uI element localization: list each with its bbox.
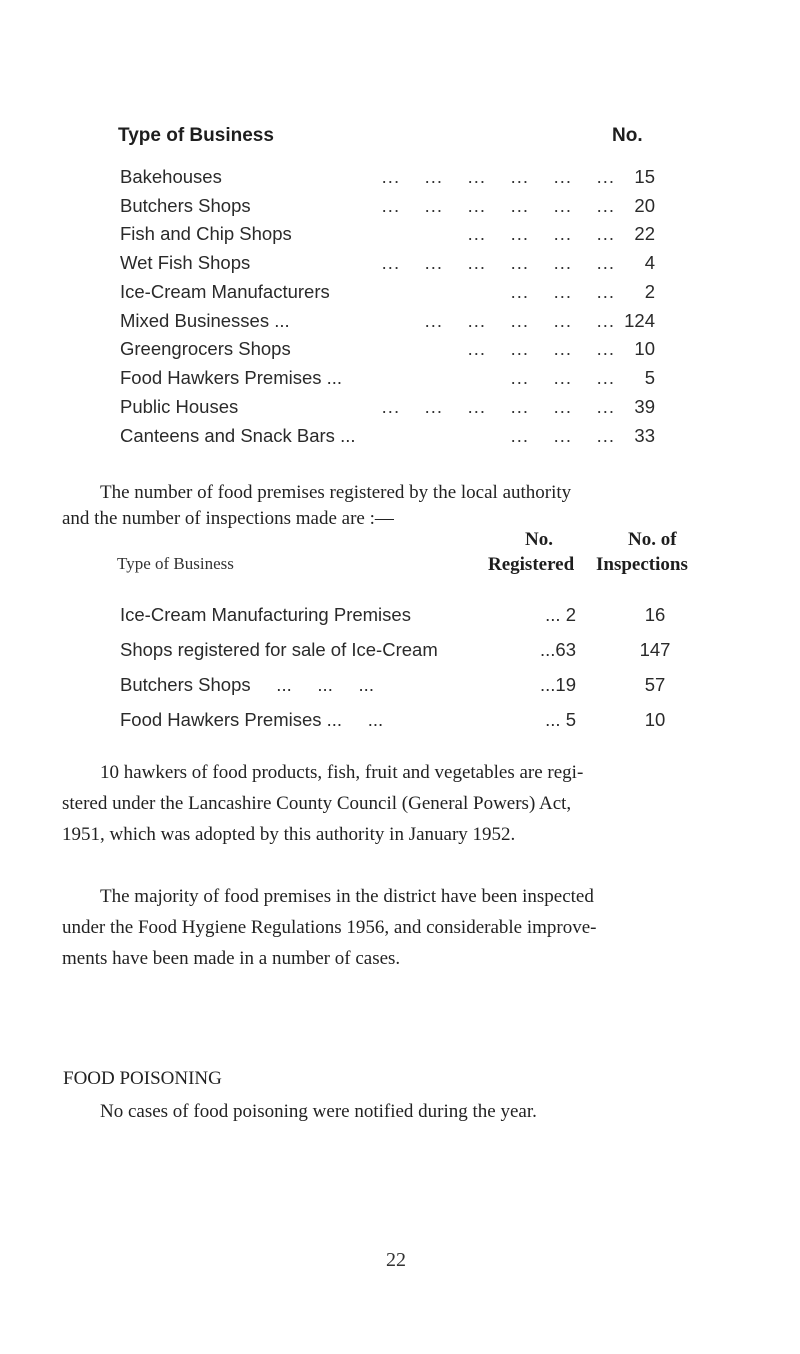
row-label: Bakehouses bbox=[120, 166, 222, 187]
row-value: 22 bbox=[634, 223, 655, 244]
row-label: Shops registered for sale of Ice-Cream bbox=[120, 639, 438, 660]
section-heading: FOOD POISONING bbox=[63, 1068, 222, 1089]
table1-row: Ice-Cream Manufacturers ... ... ... 2 bbox=[120, 281, 655, 302]
table2-no-top-header: No. bbox=[525, 529, 553, 550]
row-label: Food Hawkers Premises ... ... bbox=[120, 709, 384, 730]
table1-row: Bakehouses ... ... ... ... ... ... 15 bbox=[120, 166, 655, 187]
para1-line-3: 1951, which was adopted by this authority in January 1952. bbox=[62, 824, 516, 845]
table1-row: Greengrocers Shops ... ... ... ... 10 bbox=[120, 338, 655, 359]
row-value: 33 bbox=[634, 425, 655, 446]
table2-row bbox=[120, 604, 710, 630]
para2-line-3: ments have been made in a number of cases. bbox=[62, 948, 401, 969]
row-registered: ... 5 bbox=[545, 709, 576, 730]
row-inspections: 57 bbox=[644, 674, 666, 695]
row-value: 10 bbox=[634, 338, 655, 359]
row-label: Wet Fish Shops bbox=[120, 252, 251, 273]
row-label: Public Houses bbox=[120, 396, 239, 417]
row-value: 124 bbox=[624, 310, 655, 331]
table1-row: Wet Fish Shops ... ... ... ... ... ... 4 bbox=[120, 252, 655, 273]
para2-line-1: The majority of food premises in the district have been inspected bbox=[100, 886, 594, 907]
table1-row: Public Houses ... ... ... ... ... ... 39 bbox=[120, 396, 655, 417]
para1-line-1: 10 hawkers of food products, fish, fruit and vegetables are regi- bbox=[100, 762, 584, 783]
row-value: 20 bbox=[634, 195, 655, 216]
row-registered: ...63 bbox=[540, 639, 576, 660]
intro-line-1: The number of food premises registered by the local authority bbox=[100, 482, 572, 503]
row-label: Food Hawkers Premises ... bbox=[120, 367, 343, 388]
row-label: Butchers Shops bbox=[120, 195, 251, 216]
page-number: 22 bbox=[386, 1249, 406, 1271]
intro-line-2: and the number of inspections made are :— bbox=[62, 508, 394, 529]
table2-insp-bottom-header: Inspections bbox=[596, 554, 688, 575]
row-inspections: 147 bbox=[639, 639, 671, 660]
row-label: Ice-Cream Manufacturers bbox=[120, 281, 330, 302]
table1-no-header: No. bbox=[612, 125, 643, 146]
row-label: Ice-Cream Manufacturing Premises bbox=[120, 604, 411, 625]
table1-row: Canteens and Snack Bars ... ... ... ... 33 bbox=[120, 425, 655, 446]
row-inspections: 16 bbox=[644, 604, 666, 625]
table2-insp-top-header: No. of bbox=[628, 529, 677, 550]
row-label: Canteens and Snack Bars ... bbox=[120, 425, 356, 446]
table2-row bbox=[120, 639, 710, 665]
table1-row: Butchers Shops ... ... ... ... ... ... 20 bbox=[120, 195, 655, 216]
row-label: Greengrocers Shops bbox=[120, 338, 291, 359]
para1-line-2: stered under the Lancashire County Council (General Powers) Act, bbox=[62, 793, 572, 814]
row-label: Mixed Businesses ... bbox=[120, 310, 290, 331]
table1-row: Mixed Businesses ... ... ... ... ... ... 124 bbox=[120, 310, 655, 331]
row-value: 15 bbox=[634, 166, 655, 187]
table2-no-bottom-header: Registered bbox=[488, 554, 575, 575]
row-label: Butchers Shops ... ... ... bbox=[120, 674, 374, 695]
table1-row: Food Hawkers Premises ... ... ... ... 5 bbox=[120, 367, 655, 388]
row-registered: ... 2 bbox=[545, 604, 576, 625]
row-value: 4 bbox=[644, 252, 655, 273]
table1-row: Fish and Chip Shops ... ... ... ... 22 bbox=[120, 223, 655, 244]
row-registered: ...19 bbox=[540, 674, 576, 695]
row-label: Fish and Chip Shops bbox=[120, 223, 292, 244]
row-value: 5 bbox=[644, 367, 655, 388]
section-text: No cases of food poisoning were notified during the year. bbox=[100, 1101, 537, 1122]
table2-row bbox=[120, 709, 710, 735]
row-value: 2 bbox=[644, 281, 655, 302]
table2-row bbox=[120, 674, 710, 700]
row-value: 39 bbox=[634, 396, 655, 417]
table2-type-header: Type of Business bbox=[117, 554, 234, 573]
row-inspections: 10 bbox=[644, 709, 666, 730]
table1-type-header: Type of Business bbox=[118, 125, 274, 146]
para2-line-2: under the Food Hygiene Regulations 1956, and considerable improve- bbox=[62, 917, 597, 938]
